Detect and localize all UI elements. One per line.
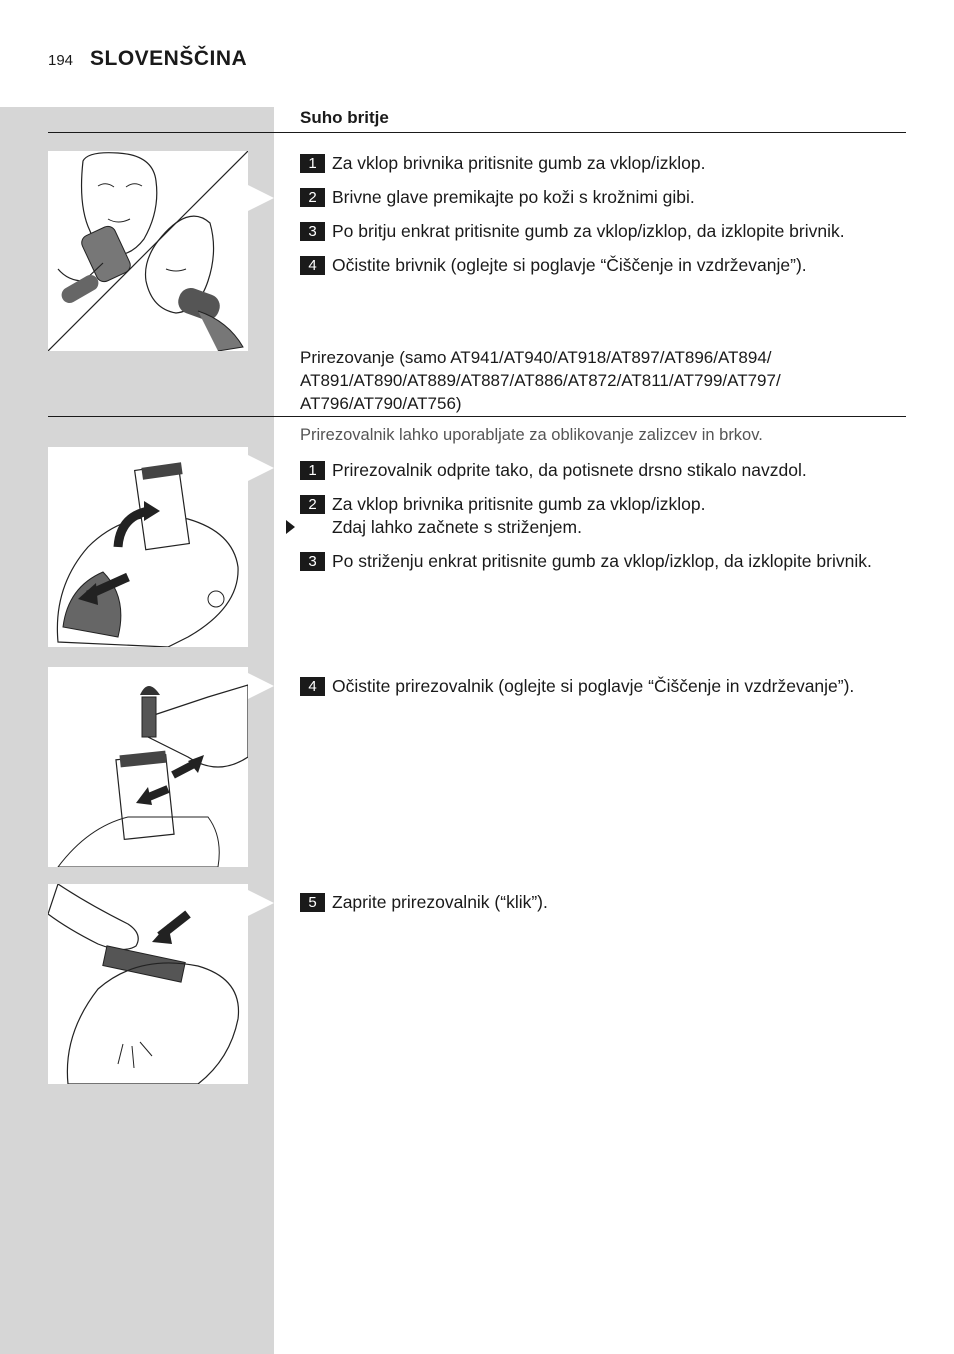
shaving-faces-illustration	[48, 151, 248, 351]
dry-step-1: 1 Za vklop brivnika pritisnite gumb za vklop/izklop.	[300, 152, 900, 175]
callout-pointer	[248, 673, 274, 699]
trim-step-5: 5 Zaprite prirezovalnik (“klik”).	[300, 891, 900, 914]
callout-pointer	[248, 455, 274, 481]
trim-step-2: 2 Za vklop brivnika pritisnite gumb za vklop/izklop.	[300, 493, 900, 516]
trimming-heading: Prirezovanje (samo AT941/AT940/AT918/AT897/AT896/AT894/ AT891/AT890/AT889/AT887/AT886/AT872/AT811/AT799/AT797/ AT796/AT790/AT756)	[300, 348, 781, 413]
result-arrow-icon	[286, 520, 295, 534]
trimmer-open-illustration	[48, 447, 248, 647]
callout-pointer	[248, 890, 274, 916]
dry-step-3: 3 Po britju enkrat pritisnite gumb za vklop/izklop, da izklopite brivnik.	[300, 220, 900, 243]
dry-step-2: 2 Brivne glave premikajte po koži s krožnimi gibi.	[300, 186, 900, 209]
trim-step-1: 1 Prirezovalnik odprite tako, da potisnete drsno stikalo navzdol.	[300, 459, 900, 482]
section-title: SLOVENŠČINA	[90, 47, 248, 70]
page-number: 194	[48, 52, 74, 69]
callout-pointer	[248, 185, 274, 211]
dry-step-4: 4 Očistite brivnik (oglejte si poglavje “Čiščenje in vzdrževanje”).	[300, 254, 900, 277]
brush-cleaning-illustration	[48, 667, 248, 867]
divider	[48, 416, 906, 417]
trimmer-close-illustration	[48, 884, 248, 1084]
trim-step-3: 3 Po striženju enkrat pritisnite gumb za vklop/izklop, da izklopite brivnik.	[300, 550, 900, 573]
result-note: Zdaj lahko začnete s striženjem.	[300, 517, 582, 538]
trimming-intro: Prirezovalnik lahko uporabljate za oblikovanje zalizcev in brkov.	[300, 426, 763, 444]
divider	[48, 132, 906, 133]
trim-step-4: 4 Očistite prirezovalnik (oglejte si poglavje “Čiščenje in vzdrževanje”).	[300, 675, 900, 698]
dry-shaving-heading: Suho britje	[300, 108, 389, 127]
